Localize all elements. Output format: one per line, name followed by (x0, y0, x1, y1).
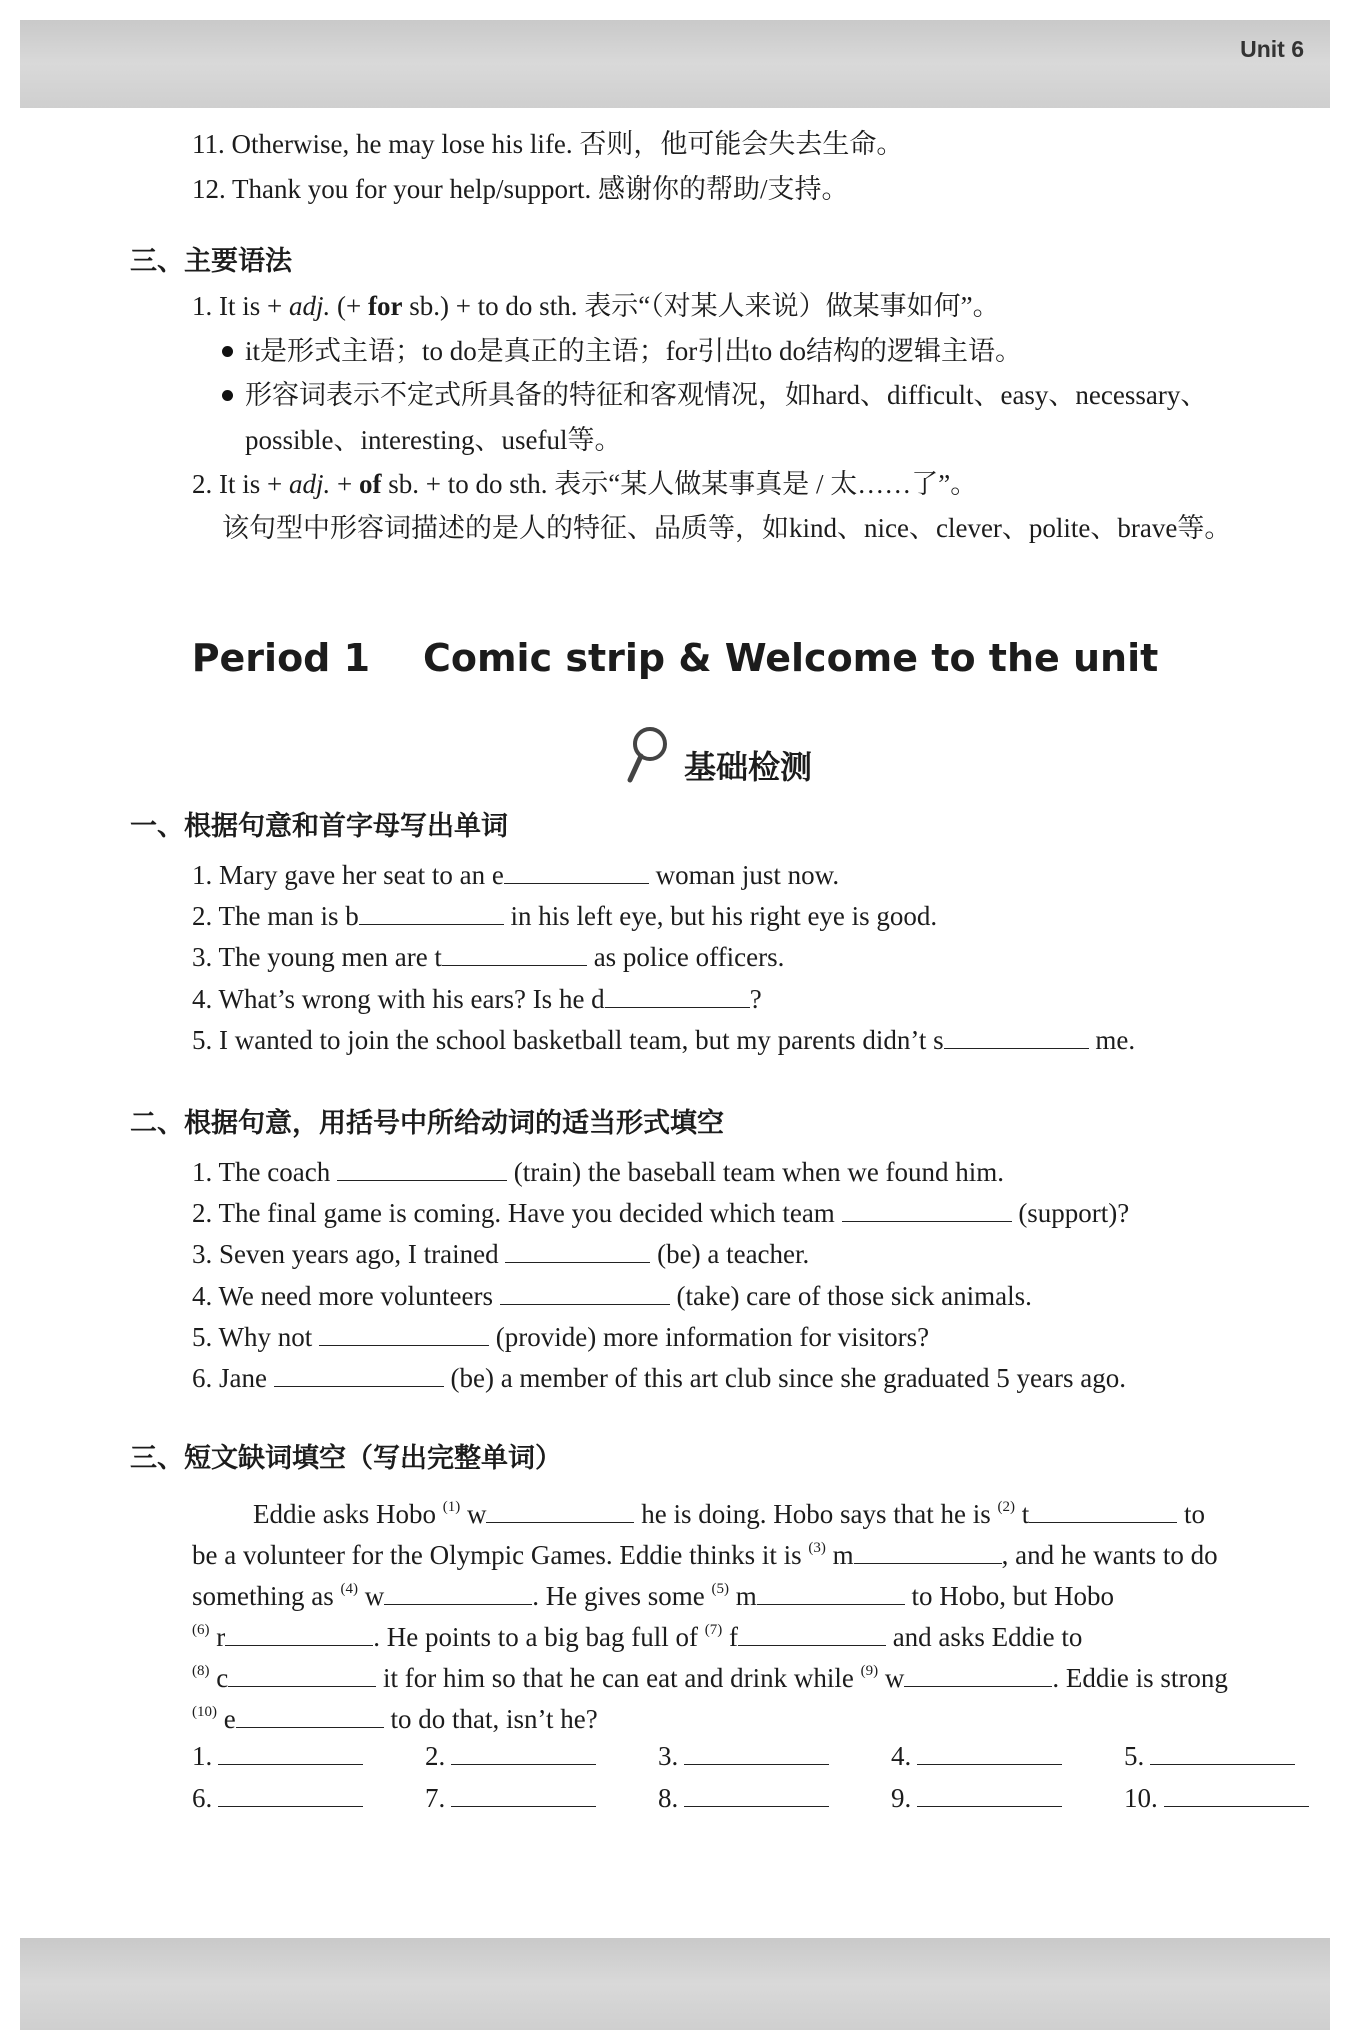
answer-blank[interactable] (451, 1740, 596, 1765)
answer-blank[interactable] (359, 900, 504, 925)
grammar-point-1: 1. It is + adj. (+ for sb.) + to do sth. 表示“（对某人来说）做某事如何”。 (192, 291, 1000, 321)
answer-blank[interactable] (738, 1621, 886, 1646)
section-3-heading: 三、短文缺词填空（写出完整单词） (130, 1443, 562, 1474)
s1-item: 1. Mary gave her seat to an e woman just now. (192, 860, 840, 890)
s2-item: 4. We need more volunteers (take) care of those sick animals. (192, 1281, 1032, 1311)
answer-blank[interactable] (842, 1197, 1012, 1222)
answer-blank[interactable] (218, 1782, 363, 1807)
answer-slot: 9. (891, 1782, 1062, 1814)
answer-blank[interactable] (904, 1662, 1052, 1687)
answer-blank[interactable] (684, 1740, 829, 1765)
answer-blank[interactable] (225, 1621, 373, 1646)
grammar-point-2: 2. It is + adj. + of sb. + to do sth. 表示“某人做某事真是 / 太……了”。 (192, 469, 978, 499)
s2-item: 2. The final game is coming. Have you decided which team (support)? (192, 1198, 1130, 1228)
s1-item: 5. I wanted to join the school basketball team, but my parents didn’t s me. (192, 1025, 1136, 1055)
answer-blank[interactable] (505, 1238, 650, 1263)
answer-slot: 7. (425, 1782, 596, 1814)
answer-blank[interactable] (944, 1024, 1089, 1049)
grammar-bullet-1: it是形式主语；to do是真正的主语；for引出to do结构的逻辑主语。 (222, 334, 1022, 368)
answer-slot: 3. (658, 1740, 829, 1772)
s2-item: 6. Jane (be) a member of this art club since she graduated 5 years ago. (192, 1363, 1126, 1393)
passage-line: Eddie asks Hobo $^{(1)}$ w he is doing. Hobo says that he is $^{(2)}$ t to (253, 1499, 1205, 1529)
answer-slot: 10. (1124, 1782, 1309, 1814)
s2-item: 3. Seven years ago, I trained (be) a teacher. (192, 1239, 810, 1269)
answer-blank[interactable] (218, 1740, 363, 1765)
unit-label: Unit 6 (1240, 36, 1304, 62)
sentence-12: 12. Thank you for your help/support. 感谢你的帮助/支持。 (192, 174, 849, 204)
passage-line: $^{(10)}$ e to do that, isn’t he? (192, 1704, 598, 1734)
answer-blank[interactable] (854, 1539, 1002, 1564)
answer-blank[interactable] (228, 1662, 376, 1687)
answer-blank[interactable] (1029, 1498, 1177, 1523)
s1-item: 2. The man is b in his left eye, but his right eye is good. (192, 901, 938, 931)
answer-blank[interactable] (684, 1782, 829, 1807)
passage-line: $^{(6)}$ r . He points to a big bag full of $^{(7)}$ f and asks Eddie to (192, 1622, 1083, 1652)
answer-blank[interactable] (504, 859, 649, 884)
answer-blank[interactable] (500, 1280, 670, 1305)
answer-blank[interactable] (1164, 1782, 1309, 1807)
grammar-point-2-note: 该句型中形容词描述的是人的特征、品质等，如kind、nice、clever、polite、brave等。 (222, 513, 1232, 543)
bullet-icon (222, 390, 233, 401)
answer-blank[interactable] (337, 1156, 507, 1181)
answer-blank[interactable] (605, 983, 750, 1008)
answer-blank[interactable] (1150, 1740, 1295, 1765)
answer-slot: 2. (425, 1740, 596, 1772)
grammar-bullet-2: 形容词表示不定式所具备的特征和客观情况，如hard、difficult、easy、necessary、 (222, 378, 1207, 412)
answer-blank[interactable] (757, 1580, 905, 1605)
answer-blank[interactable] (384, 1580, 532, 1605)
answer-slot: 6. (192, 1782, 363, 1814)
answer-slot: 8. (658, 1782, 829, 1814)
answer-slot: 5. (1124, 1740, 1295, 1772)
passage-line: something as $^{(4)}$ w . He gives some $^{(5)}$ m to Hobo, but Hobo (192, 1581, 1114, 1611)
grammar-bullet-2-cont: possible、interesting、useful等。 (245, 425, 622, 455)
footer-band (20, 1938, 1330, 2030)
passage-line: be a volunteer for the Olympic Games. Eddie thinks it is $^{(3)}$ m , and he wants to do (192, 1540, 1218, 1570)
answer-blank[interactable] (319, 1321, 489, 1346)
answer-blank[interactable] (917, 1782, 1062, 1807)
period-title: Period 1 Comic strip & Welcome to the unit (191, 636, 1159, 680)
answer-slot: 4. (891, 1740, 1062, 1772)
section-1-heading: 一、根据句意和首字母写出单词 (130, 811, 508, 842)
passage-line: $^{(8)}$ c it for him so that he can eat and drink while $^{(9)}$ w . Eddie is strong (192, 1663, 1228, 1693)
s1-item: 4. What’s wrong with his ears? Is he d ? (192, 984, 762, 1014)
answer-blank[interactable] (917, 1740, 1062, 1765)
s2-item: 1. The coach (train) the baseball team when we found him. (192, 1157, 1005, 1187)
magnifier-icon (622, 724, 670, 784)
header-band (20, 20, 1330, 108)
s2-item: 5. Why not (provide) more information for visitors? (192, 1322, 930, 1352)
sentence-11: 11. Otherwise, he may lose his life. 否则，他可能会失去生命。 (192, 129, 904, 159)
answer-blank[interactable] (274, 1362, 444, 1387)
answer-blank[interactable] (451, 1782, 596, 1807)
bullet-icon (222, 346, 233, 357)
answer-blank[interactable] (486, 1498, 634, 1523)
answer-blank[interactable] (236, 1703, 384, 1728)
grammar-heading: 三、主要语法 (130, 246, 292, 277)
s1-item: 3. The young men are t as police officers. (192, 942, 785, 972)
answer-slot: 1. (192, 1740, 363, 1772)
section-subtitle: 基础检测 (684, 748, 813, 786)
section-2-heading: 二、根据句意，用括号中所给动词的适当形式填空 (130, 1108, 724, 1139)
answer-blank[interactable] (442, 941, 587, 966)
